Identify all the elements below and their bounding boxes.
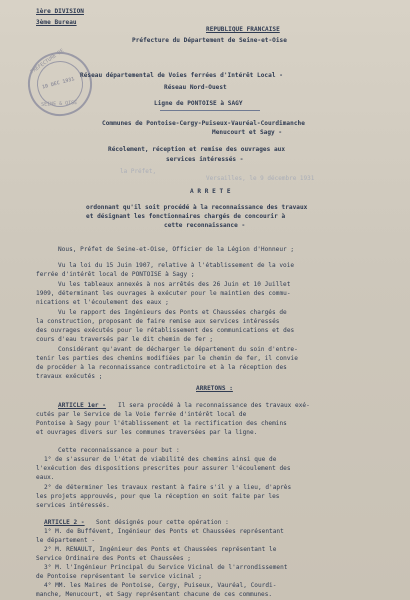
- body-line: la construction, proposant de faire remise aux services intéressés: [36, 318, 280, 325]
- article-2-line: 1° M. de Buffévent, Ingénieur des Ponts et Chaussées représentant: [44, 528, 284, 535]
- article-2-line: le département -: [36, 537, 96, 544]
- subject-ligne: Ligne de PONTOISE à SAGY: [154, 100, 243, 107]
- prefecture-heading: Préfecture du Département de Seine-et-Oise: [132, 37, 287, 44]
- bleed-through-b: Versailles, le 9 décembre 1931: [206, 175, 315, 182]
- article-1-line: 2° de déterminer les travaux restant à faire s'il y a lieu, d'après: [44, 484, 292, 491]
- article-1-line: services intéressés.: [36, 502, 110, 509]
- article-2-line: Service Ordinaire des Ponts et Chaussées ;: [36, 555, 191, 562]
- article-1-label: ARTICLE 1er -: [58, 402, 106, 409]
- arrete-purpose-2: et désignant les fonctionnaires chargés de concourir à: [86, 213, 286, 220]
- article-2-line: 3° M. l'Ingénieur Principal du Service Vicinal de l'arrondissement: [44, 564, 288, 571]
- stamp-top-text: PREFECTURE DE: [29, 47, 66, 76]
- body-line: Considérant qu'avant de décharger le département du soin d'entre-: [58, 346, 298, 353]
- article-1-line: les projets approuvés, pour que la réception en soit faite par les: [36, 493, 280, 500]
- arrete-purpose-1: ordonnant qu'il soit procédé à la reconnaissance des travaux: [86, 204, 308, 211]
- subject-recolement-cont: services intéressés -: [166, 156, 244, 163]
- arrete-title: A R R E T E: [190, 188, 231, 195]
- body-line: tenir les parties des chemins modifiées par le chemin de fer, il convie: [36, 355, 298, 362]
- article-1-line: l'exécution des dispositions prescrites pour assurer l'écoulement des: [36, 465, 291, 472]
- article-1-line: Pontoise à Sagy pour l'établissement et la rectification des chemins: [36, 420, 287, 427]
- stamp-bottom-text: SEINE & OISE: [40, 99, 78, 108]
- body-line: travaux exécutés ;: [36, 373, 103, 380]
- article-1-line: Cette reconnaissance a pour but :: [58, 447, 180, 454]
- division-label: 1ère DIVISION: [36, 8, 84, 15]
- article-2-line: 4° MM. les Maires de Pontoise, Cergy, Puiseux, Vauréal, Courdi-: [44, 582, 277, 589]
- body-line: Vu le rapport des Ingénieurs des Ponts et Chaussées chargés de: [58, 309, 287, 316]
- body-line: Vu les tableaux annexés à nos arrêtés des 26 Juin et 10 Juillet: [58, 281, 291, 288]
- article-2-line: de Pontoise représentant le service vicinal ;: [36, 573, 202, 580]
- prefecture-stamp: [21, 45, 99, 123]
- article-1-line: et ouvrages divers sur les communes traversées par la ligne.: [36, 429, 258, 436]
- stamp-date: 10 DEC 1931: [41, 76, 76, 91]
- bureau-label: 3ème Bureau: [36, 19, 77, 26]
- arretons-heading: ARRETONS :: [196, 385, 233, 392]
- body-line: 1909, déterminant les ouvrages à exécuter pour le maintien des commu-: [36, 290, 291, 297]
- subject-recolement: Récolement, réception et remise des ouvrages aux: [108, 146, 286, 153]
- article-2-line: Sont désignés pour cette opération :: [96, 519, 229, 526]
- article-2-line: 2° M. RENAULT, Ingénieur des Ponts et Chaussées représentant le: [44, 546, 277, 553]
- arrete-purpose-3: cette reconnaissance -: [164, 222, 246, 229]
- article-1-line: Il sera procédé à la reconnaissance des travaux exé-: [118, 402, 310, 409]
- body-line: nications et l'écoulement des eaux ;: [36, 299, 169, 306]
- subject-communes-cont: Menucourt et Sagy -: [212, 129, 283, 136]
- republic-heading: REPUBLIQUE FRANCAISE: [206, 26, 280, 33]
- article-2-line: manche, Menucourt, et Sagy représentant chacune de ces communes.: [36, 591, 273, 598]
- body-line: des ouvrages exécutés pour le rétablissement des communications et des: [36, 327, 295, 334]
- subject-communes: Communes de Pontoise-Cergy-Puiseux-Vauréal-Courdimanche: [102, 120, 305, 127]
- body-line: Vu la loi du 15 Juin 1907, relative à l'établissement de la voie: [58, 262, 295, 269]
- article-2-label: ARTICLE 2 -: [44, 519, 85, 526]
- body-line: de procéder à la reconnaissance contradictoire et à la réception des: [36, 364, 287, 371]
- article-1-line: 1° de s'assurer de l'état de viabilité des chemins ainsi que de: [44, 456, 277, 463]
- article-1-line: cutés par le Service de la Voie ferrée d'intérêt local de: [36, 411, 247, 418]
- subject-network: Réseau départemental de Voies ferrées d'Intérêt Local -: [80, 72, 283, 79]
- subject-divider: [160, 110, 260, 111]
- article-1-line: eaux.: [36, 474, 55, 481]
- body-line: cours d'eau traversés par le dit chemin de fer ;: [36, 336, 214, 343]
- body-line: Nous, Préfet de Seine-et-Oise, Officier de la Légion d'Honneur ;: [58, 246, 295, 253]
- body-line: ferrée d'intérêt local de PONTOISE à Sagy ;: [36, 271, 195, 278]
- bleed-through-a: la Préfet,: [120, 168, 157, 175]
- subject-reseau: Réseau Nord-Ouest: [164, 84, 227, 91]
